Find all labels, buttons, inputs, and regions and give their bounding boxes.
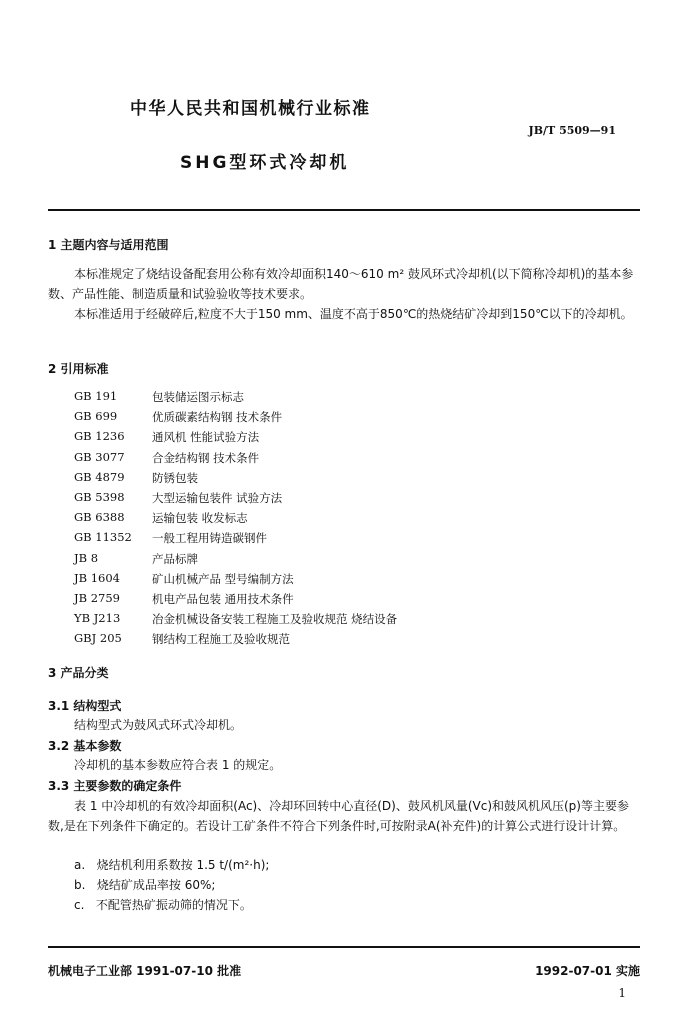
section-2-heading: 2 引用标准 xyxy=(48,362,109,376)
reference-title: 通风机 性能试验方法 xyxy=(152,430,260,445)
condition-item-text: 烧结矿成品率按 60%; xyxy=(96,878,216,892)
condition-item-label: b. xyxy=(74,878,86,892)
standard-number: JB/T 5509—91 xyxy=(528,124,616,137)
reference-title: 运输包装 收发标志 xyxy=(152,511,248,526)
reference-code: GB 699 xyxy=(74,409,118,424)
section-3-3-heading: 3.3 主要参数的确定条件 xyxy=(48,779,182,793)
implementation-date: 1992-07-01 实施 xyxy=(535,964,640,978)
reference-title: 合金结构钢 技术条件 xyxy=(152,450,260,465)
section-1-paragraph-2-text: 本标准适用于经破碎后,粒度不大于150 mm、温度不高于850℃的热烧结矿冷却到150℃以下的冷却机。 xyxy=(74,307,633,321)
section-3-3-paragraph-text: 表 1 中冷却机的有效冷却面积(Ac)、冷却环回转中心直径(D)、鼓风机风量(Vc)和鼓风机风压(p)等主要参数,是在下列条件下确定的。若设计工矿条件不符合下列条件时,可按附录A(补充件)的计算公式进行设计计算。 xyxy=(48,799,629,833)
section-1-paragraph-1-text: 本标准规定了烧结设备配套用公称有效冷却面积140～610 m² 鼓风环式冷却机(以下简称冷却机)的基本参数、产品性能、制造质量和试验验收等技术要求。 xyxy=(48,267,634,301)
section-3-2-text: 冷却机的基本参数应符合表 1 的规定。 xyxy=(74,758,282,772)
reference-title: 一般工程用铸造碳钢件 xyxy=(152,531,267,546)
reference-title: 防锈包装 xyxy=(152,470,198,485)
reference-code: JB 2759 xyxy=(74,591,120,605)
reference-title: 优质碳素结构钢 技术条件 xyxy=(152,410,283,425)
reference-code: GB 4879 xyxy=(74,469,125,484)
condition-item-text: 不配管热矿振动筛的情况下。 xyxy=(95,898,252,912)
section-3-2-heading: 3.2 基本参数 xyxy=(48,739,122,753)
footer-divider xyxy=(48,946,640,948)
header-divider xyxy=(48,209,640,211)
reference-title: 钢结构工程施工及验收规范 xyxy=(152,632,290,647)
reference-code: GB 11352 xyxy=(74,530,132,545)
section-1-heading: 1 主题内容与适用范围 xyxy=(48,238,169,252)
reference-title: 包装储运图示标志 xyxy=(152,390,244,404)
section-1-paragraph-2 xyxy=(48,304,642,324)
section-1-paragraph-1 xyxy=(48,264,642,304)
reference-code: GB 191 xyxy=(74,389,118,403)
condition-item-label: a. xyxy=(74,858,86,872)
issuing-organization: 中华人民共和国机械行业标准 xyxy=(130,99,371,119)
reference-code: GB 1236 xyxy=(74,429,125,444)
section-3-heading: 3 产品分类 xyxy=(48,666,109,680)
section-3-3-paragraph xyxy=(48,796,642,836)
reference-code: GBJ 205 xyxy=(74,631,122,646)
reference-code: GB 5398 xyxy=(74,490,125,504)
reference-title: 机电产品包装 通用技术条件 xyxy=(152,592,294,606)
reference-title: 产品标牌 xyxy=(152,551,198,566)
condition-item-b xyxy=(74,876,215,895)
condition-item-c xyxy=(74,896,252,915)
condition-item-text: 烧结机利用系数按 1.5 t/(m²·h); xyxy=(96,858,270,872)
page-number: 1 xyxy=(618,986,626,1000)
reference-title: 矿山机械产品 型号编制方法 xyxy=(152,571,294,586)
reference-code: JB 8 xyxy=(74,550,99,565)
reference-code: YB J213 xyxy=(74,611,121,626)
reference-code: GB 3077 xyxy=(74,449,125,464)
section-3-1-text: 结构型式为鼓风式环式冷却机。 xyxy=(74,718,243,732)
section-3-1-heading: 3.1 结构型式 xyxy=(48,699,122,713)
reference-code: JB 1604 xyxy=(74,570,120,585)
condition-item-a xyxy=(74,856,269,875)
condition-item-label: c. xyxy=(74,898,85,912)
approval-info: 机械电子工业部 1991-07-10 批准 xyxy=(48,964,242,978)
document-title: SHG型环式冷却机 xyxy=(180,153,350,173)
reference-title: 大型运输包装件 试验方法 xyxy=(152,491,283,505)
reference-title: 冶金机械设备安装工程施工及验收规范 烧结设备 xyxy=(152,612,398,627)
reference-code: GB 6388 xyxy=(74,510,125,525)
